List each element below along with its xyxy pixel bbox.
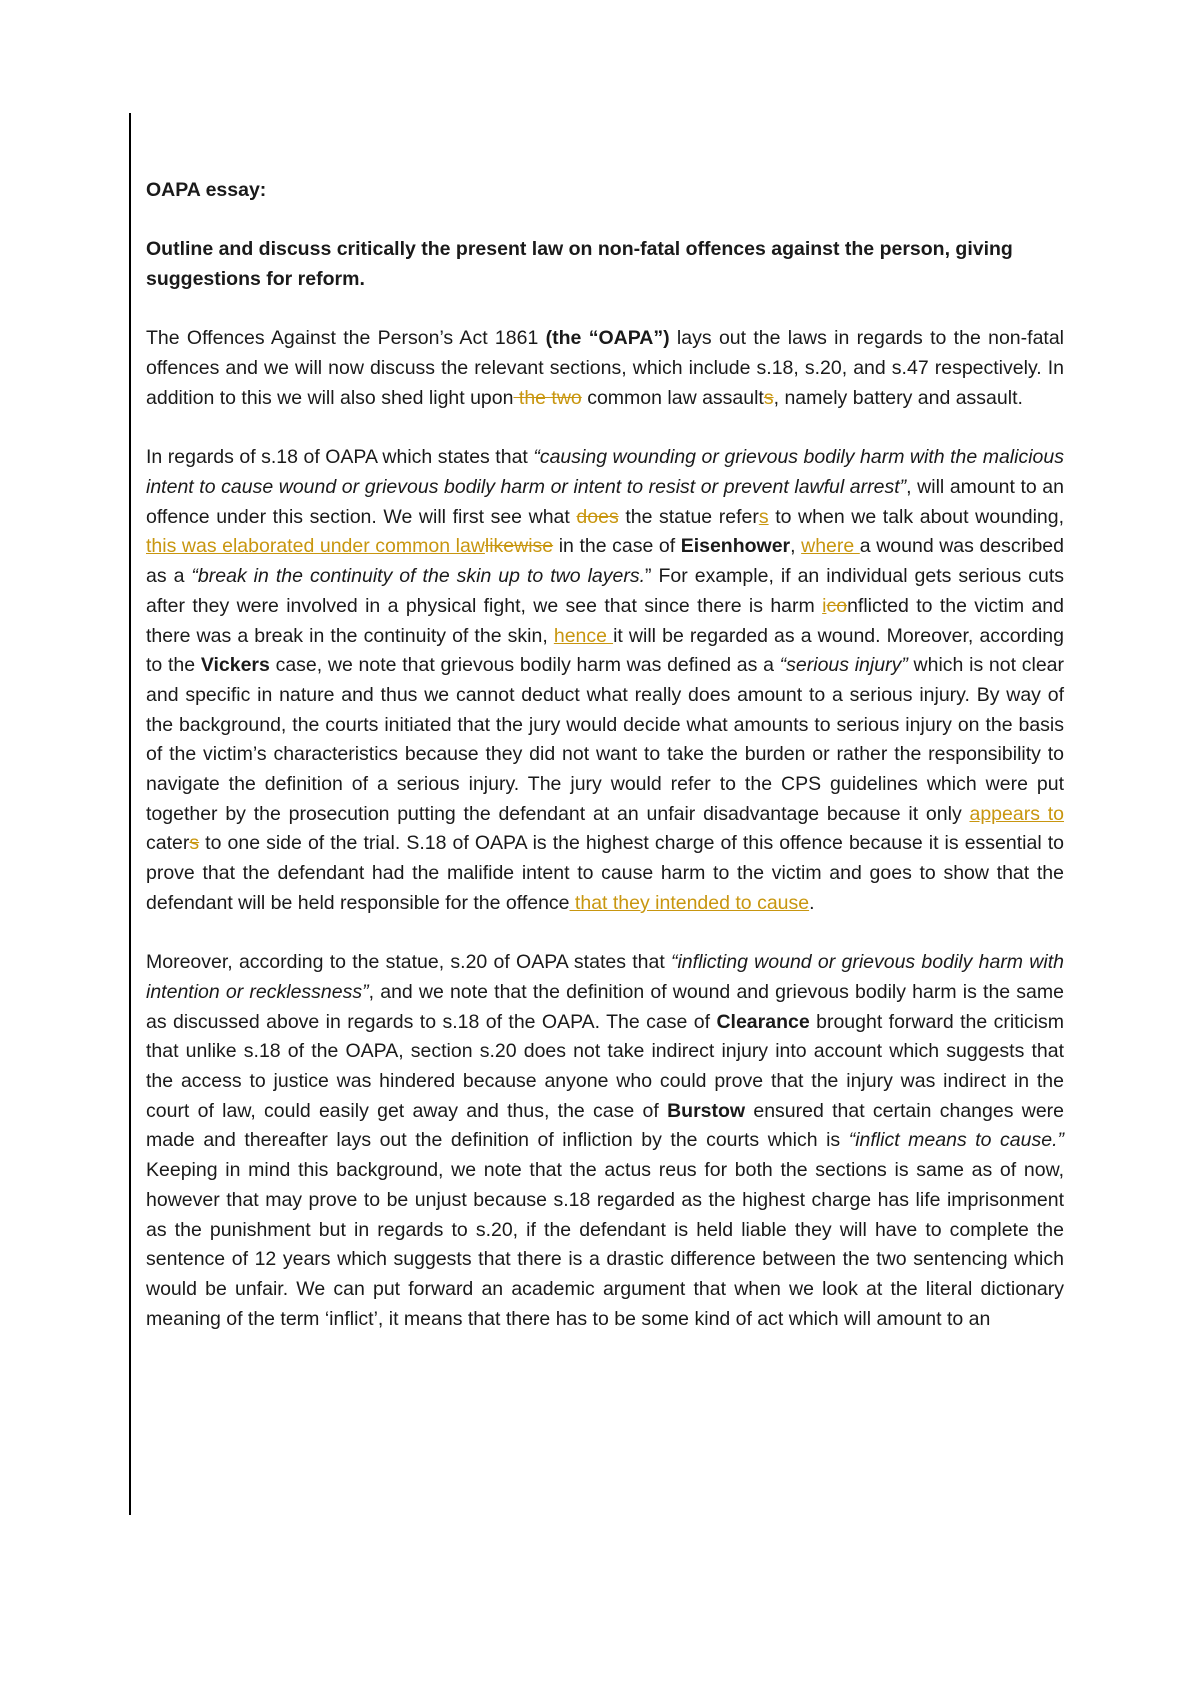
tracked-insertion: i	[822, 594, 827, 617]
tracked-deletion: s	[763, 386, 774, 409]
case-name: Clearance	[716, 1010, 810, 1033]
paragraph-section-18: In regards of s.18 of OAPA which states that “causing wounding or grievous bodily harm with the malicious intent to cause wound or grievous bodily harm or intent to resist or prevent lawful arrest”, will amount to an offence under this section. We will first see what does the statue refers to when we talk about wounding, this was elaborated under common lawlikewise in the case of Eisenhower, where a wound was described as a “break in the continuity of the skin up to two layers.” For example, if an individual gets serious cuts after they were involved in a physical fight, we see that since there is harm iconflicted to the victim and there was a break in the continuity of the skin, hence it will be regarded as a wound. Moreover, according to the Vickers case, we note that grievous bodily harm was defined as a “serious injury” which is not clear and specific in nature and thus we cannot deduct what really does amount to a serious injury. By way of the background, the courts initiated that the jury would decide what amounts to serious injury on the basis of the victim’s characteristics because they did not want to take the burden or rather the responsibility to navigate the definition of a serious injury. The jury would refer to the CPS guidelines which were put together by the prosecution putting the defendant at an unfair disadvantage because it only appears to caters to one side of the trial. S.18 of OAPA is the highest charge of this offence because it is essential to prove that the defendant had the malifide intent to cause harm to the victim and goes to show that the defendant will be held responsible for the offence that they intended to cause.	[146, 446, 1065, 914]
essay-question: Outline and discuss critically the present law on non-fatal offences against the person, giving suggestions for reform.	[146, 238, 1013, 291]
case-quote: “inflict means to cause.”	[848, 1129, 1064, 1152]
case-name: Vickers	[200, 654, 270, 677]
tracked-insertion: appears to	[969, 802, 1065, 825]
statute-quote: “causing wounding or grievous bodily harm with the malicious intent to cause wound or grievous bodily harm or intent to resist or prevent lawful arrest”	[146, 446, 1064, 498]
tracked-deletion: likewise	[484, 535, 554, 558]
case-name: Eisenhower	[680, 535, 791, 558]
tracked-deletion: does	[576, 505, 619, 528]
revision-change-bar	[129, 113, 131, 1515]
case-name: Burstow	[667, 1099, 746, 1122]
statute-quote: “inflicting wound or grievous bodily harm with intention or recklessness”	[146, 951, 1064, 1003]
tracked-deletion: s	[189, 832, 200, 855]
essay-heading: OAPA essay:	[146, 179, 267, 201]
document-body	[146, 176, 1064, 1334]
defined-term: (the “OAPA”)	[545, 327, 670, 350]
paragraph-section-20: Moreover, according to the statue, s.20 of OAPA states that “inflicting wound or grievous bodily harm with intention or recklessness”, and we note that the definition of wound and grievous bodily harm is the same as discussed above in regards to s.18 of the OAPA. The case of Clearance brought forward the criticism that unlike s.18 of the OAPA, section s.20 does not take indirect injury into account which suggests that the access to justice was hindered because anyone who could prove that the injury was indirect in the court of law, could easily get away and thus, the case of Burstow ensured that certain changes were made and thereafter lays out the definition of infliction by the courts which is “inflict means to cause.” Keeping in mind this background, we note that the actus reus for both the sections is same as of now, however that may prove to be unjust because s.18 regarded as the highest charge has life imprisonment as the punishment but in regards to s.20, if the defendant is held liable they will have to complete the sentence of 12 years which suggests that there is a drastic difference between the two sentencing which would be unfair. We can put forward an academic argument that when we look at the literal dictionary meaning of the term ‘inflict’, it means that there has to be some kind of act which will amount to an	[146, 951, 1065, 1330]
tracked-insertion: this was elaborated under common law	[146, 535, 485, 558]
tracked-deletion: co	[826, 594, 848, 617]
tracked-insertion: where	[801, 535, 860, 558]
tracked-insertion: that they intended to cause	[569, 891, 810, 914]
tracked-deletion: the two	[513, 386, 582, 409]
tracked-insertion: s	[758, 505, 769, 528]
case-quote: “serious injury”	[779, 654, 908, 677]
tracked-insertion: hence	[553, 624, 614, 647]
paragraph-introduction: The Offences Against the Person’s Act 1861 (the “OAPA”) lays out the laws in regards to the non-fatal offences and we will now discuss the relevant sections, which include s.18, s.20, and s.47 respectively. In addition to this we will also shed light upon the two common law assaults, namely battery and assault.	[146, 327, 1065, 409]
case-quote: “break in the continuity of the skin up to two layers.	[191, 565, 646, 588]
